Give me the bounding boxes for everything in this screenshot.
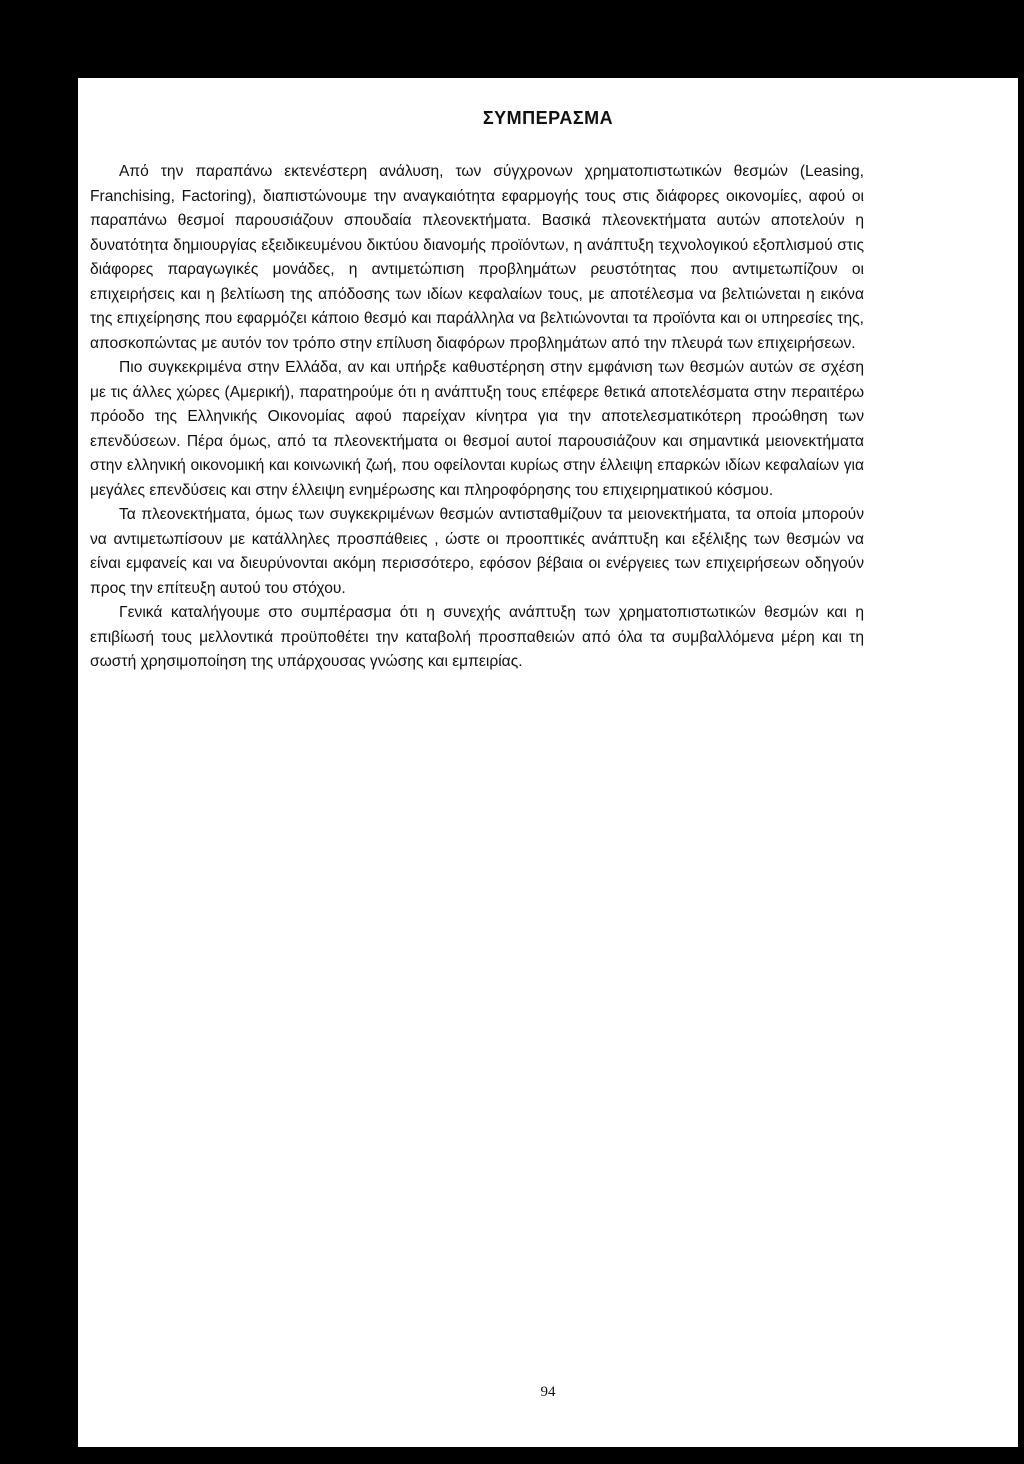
- body-text: [90, 160, 864, 675]
- paragraph-1: Από την παραπάνω εκτενέστερη ανάλυση, των σύγχρονων χρηματοπιστωτικών θεσμών (Leasing, Franchising, Factoring), διαπιστώνουμε την αναγκαιότητα εφαρμογής τους στις διάφορες οικονομίες, αφού οι παραπάνω θεσμοί παρουσιάζουν σπουδαία πλεονεκτήματα. Βασικά πλεονεκτήματα αυτών αποτελούν η δυνατότητα δημιουργίας εξειδικευμένου δικτύου διανομής προϊόντων, η ανάπτυξη τεχνολογικού εξοπλισμού στις διάφορες παραγωγικές μονάδες, η αντιμετώπιση προβλημάτων ρευστότητας που αντιμετωπίζουν οι επιχειρήσεις και η βελτίωση της απόδοσης των ιδίων κεφαλαίων τους, με αποτέλεσμα να βελτιώνεται η εικόνα της επιχείρησης που εφαρμόζει κάποιο θεσμό και παράλληλα να βελτιώνονται τα προϊόντα και οι υπηρεσίες της, αποσκοπώντας με αυτόν τον τρόπο στην επίλυση διαφόρων προβλημάτων από την πλευρά των επιχειρήσεων.: [90, 163, 864, 352]
- page-number: 94: [540, 1384, 556, 1400]
- paragraph-3: Τα πλεονεκτήματα, όμως των συγκεκριμένων θεσμών αντισταθμίζουν τα μειονεκτήματα, τα οποία μπορούν να αντιμετωπίσουν με κατάλληλες προσπάθειες , ώστε οι προοπτικές ανάπτυξη και εξέλιξης των θεσμών να είναι εμφανείς και να διευρύνονται ακόμη περισσότερο, εφόσον βέβαια οι ενέργειες των επιχειρήσεων οδηγούν προς την επίτευξη αυτού του στόχου.: [90, 506, 864, 597]
- document-page: [78, 78, 1018, 1447]
- page-title: ΣΥΜΠΕΡΑΣΜΑ: [482, 108, 614, 128]
- paragraph-4: Γενικά καταλήγουμε στο συμπέρασμα ότι η συνεχής ανάπτυξη των χρηματοπιστωτικών θεσμών και η επιβίωσή τους μελλοντικά προϋποθέτει την καταβολή προσπαθειών από όλα τα συμβαλλόμενα μέρη και τη σωστή χρησιμοποίηση της υπάρχουσας γνώσης και εμπειρίας.: [90, 604, 864, 670]
- paragraph-2: Πιο συγκεκριμένα στην Ελλάδα, αν και υπήρξε καθυστέρηση στην εμφάνιση των θεσμών αυτών σε σχέση με τις άλλες χώρες (Αμερική), παρατηρούμε ότι η ανάπτυξη τους επέφερε θετικά αποτελέσματα στην περαιτέρω πρόοδο της Ελληνικής Οικονομίας αφού παρείχαν κίνητρα για την αποτελεσματικότερη προώθηση των επενδύσεων. Πέρα όμως, από τα πλεονεκτήματα οι θεσμοί αυτοί παρουσιάζουν και σημαντικά μειονεκτήματα στην ελληνική οικονομική και κοινωνική ζωή, που οφείλονται κυρίως στην έλλειψη επαρκών ιδίων κεφαλαίων για μεγάλες επενδύσεις και στην έλλειψη ενημέρωσης και πληροφόρησης του επιχειρηματικού κόσμου.: [90, 359, 864, 499]
